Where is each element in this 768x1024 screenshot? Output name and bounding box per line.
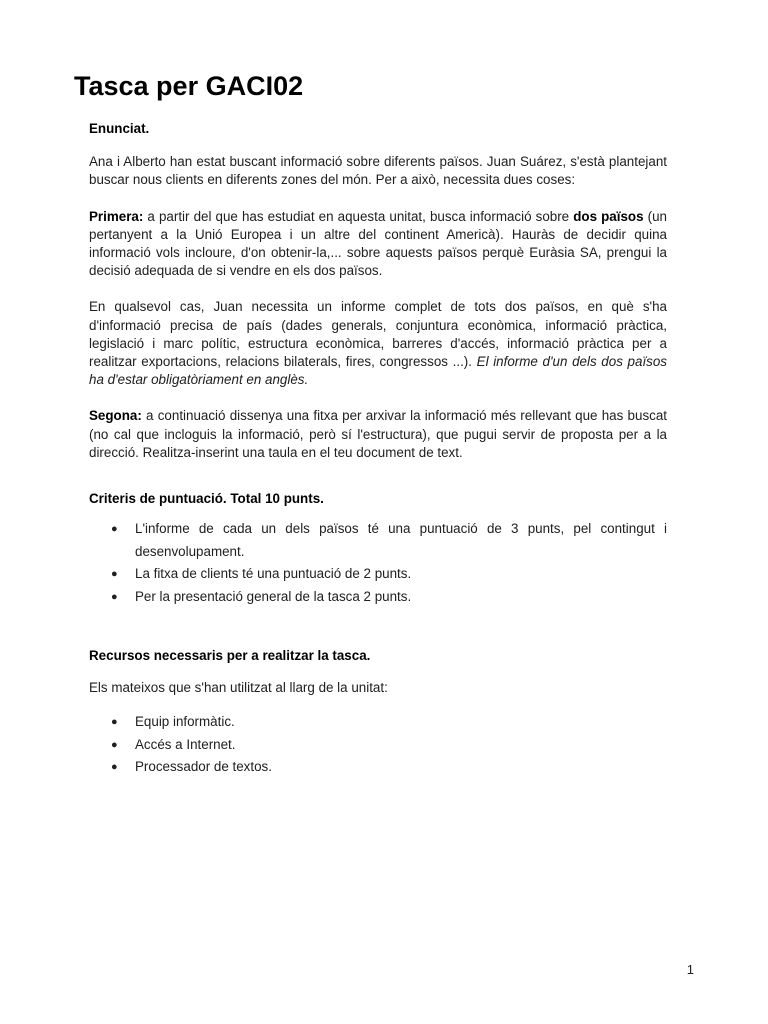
list-item-text: La fitxa de clients té una puntuació de 2 punts. (135, 566, 412, 582)
primera-label: Primera: (89, 208, 144, 224)
bullet-icon: ● (111, 761, 118, 774)
segona-paragraph (89, 407, 667, 462)
list-item-text: Per la presentació general de la tasca 2 punts. (135, 589, 412, 605)
primera-text-start: a partir del que has estudiat en aquesta unitat, busca informació sobre (143, 208, 574, 224)
list-item (89, 563, 667, 586)
primera-paragraph (89, 208, 667, 281)
document-title: Tasca per GACI02 (74, 71, 304, 101)
list-item-text: Accés a Internet. (135, 736, 236, 752)
enunciat-intro-paragraph: Ana i Alberto han estat buscant informació sobre diferents països. Juan Suárez, s'està plantejant buscar nous clients en diferents zones del món. Per a això, necessita dues coses: (89, 154, 667, 188)
list-item (89, 518, 667, 563)
list-item (89, 711, 667, 734)
recursos-heading: Recursos necessaris per a realitzar la tasca. (89, 647, 371, 663)
primera-emphasis: dos països (573, 208, 644, 224)
list-item (89, 756, 667, 779)
segona-text: a continuació dissenya una fitxa per arxivar la informació més rellevant que has buscat (no cal que incloguis la informació, però sí l'estructura), que pugui servir de proposta per a la direcció. Realitza-inserint una taula en el teu document de text. (89, 408, 667, 460)
segona-label: Segona: (89, 408, 142, 424)
recursos-list (89, 711, 667, 779)
list-item-text: L'informe de cada un dels països té una puntuació de 3 punts, pel contingut i desenvolupament. (135, 521, 667, 559)
bullet-icon: ● (111, 738, 118, 751)
page-number: 1 (686, 962, 694, 977)
document-body (89, 120, 667, 779)
list-item-text: Equip informàtic. (135, 714, 235, 730)
list-item-text: Processador de textos. (135, 759, 272, 775)
criteris-list (89, 518, 667, 608)
bullet-icon: ● (111, 523, 118, 536)
list-item (89, 586, 667, 609)
enunciat-heading: Enunciat. (89, 121, 150, 136)
qualsevol-italic-note: El informe d'un dels dos països ha d'estar obligatòriament en anglès. (89, 354, 668, 388)
bullet-icon: ● (111, 591, 118, 604)
primera-text-end: (un pertanyent a la Unió Europea i un altre del continent Americà). Hauràs de decidir quina informació vols incloure, d'on obtenir-la,... sobre aquests països perquè Euràsia SA, prengui la decisió adequada de si vendre en els dos països. (89, 208, 668, 279)
bullet-icon: ● (111, 716, 118, 729)
criteris-heading: Criteris de puntuació. Total 10 punts. (89, 491, 324, 507)
bullet-icon: ● (111, 568, 118, 581)
recursos-intro-paragraph: Els mateixos que s'han utilitzat al llarg de la unitat: (89, 679, 388, 695)
qualsevol-text: En qualsevol cas, Juan necessita un informe complet de tots dos països, en què s'ha d'informació precisa de país (dades generals, conjuntura econòmica, informació pràctica, legislació i marc polític, estructura econòmica, barreres d'accés, informació pràctica per a realitzar exportacions, relacions bilaterals, fires, congressos ...). (89, 299, 667, 370)
list-item (89, 734, 667, 757)
qualsevol-paragraph (89, 298, 667, 389)
